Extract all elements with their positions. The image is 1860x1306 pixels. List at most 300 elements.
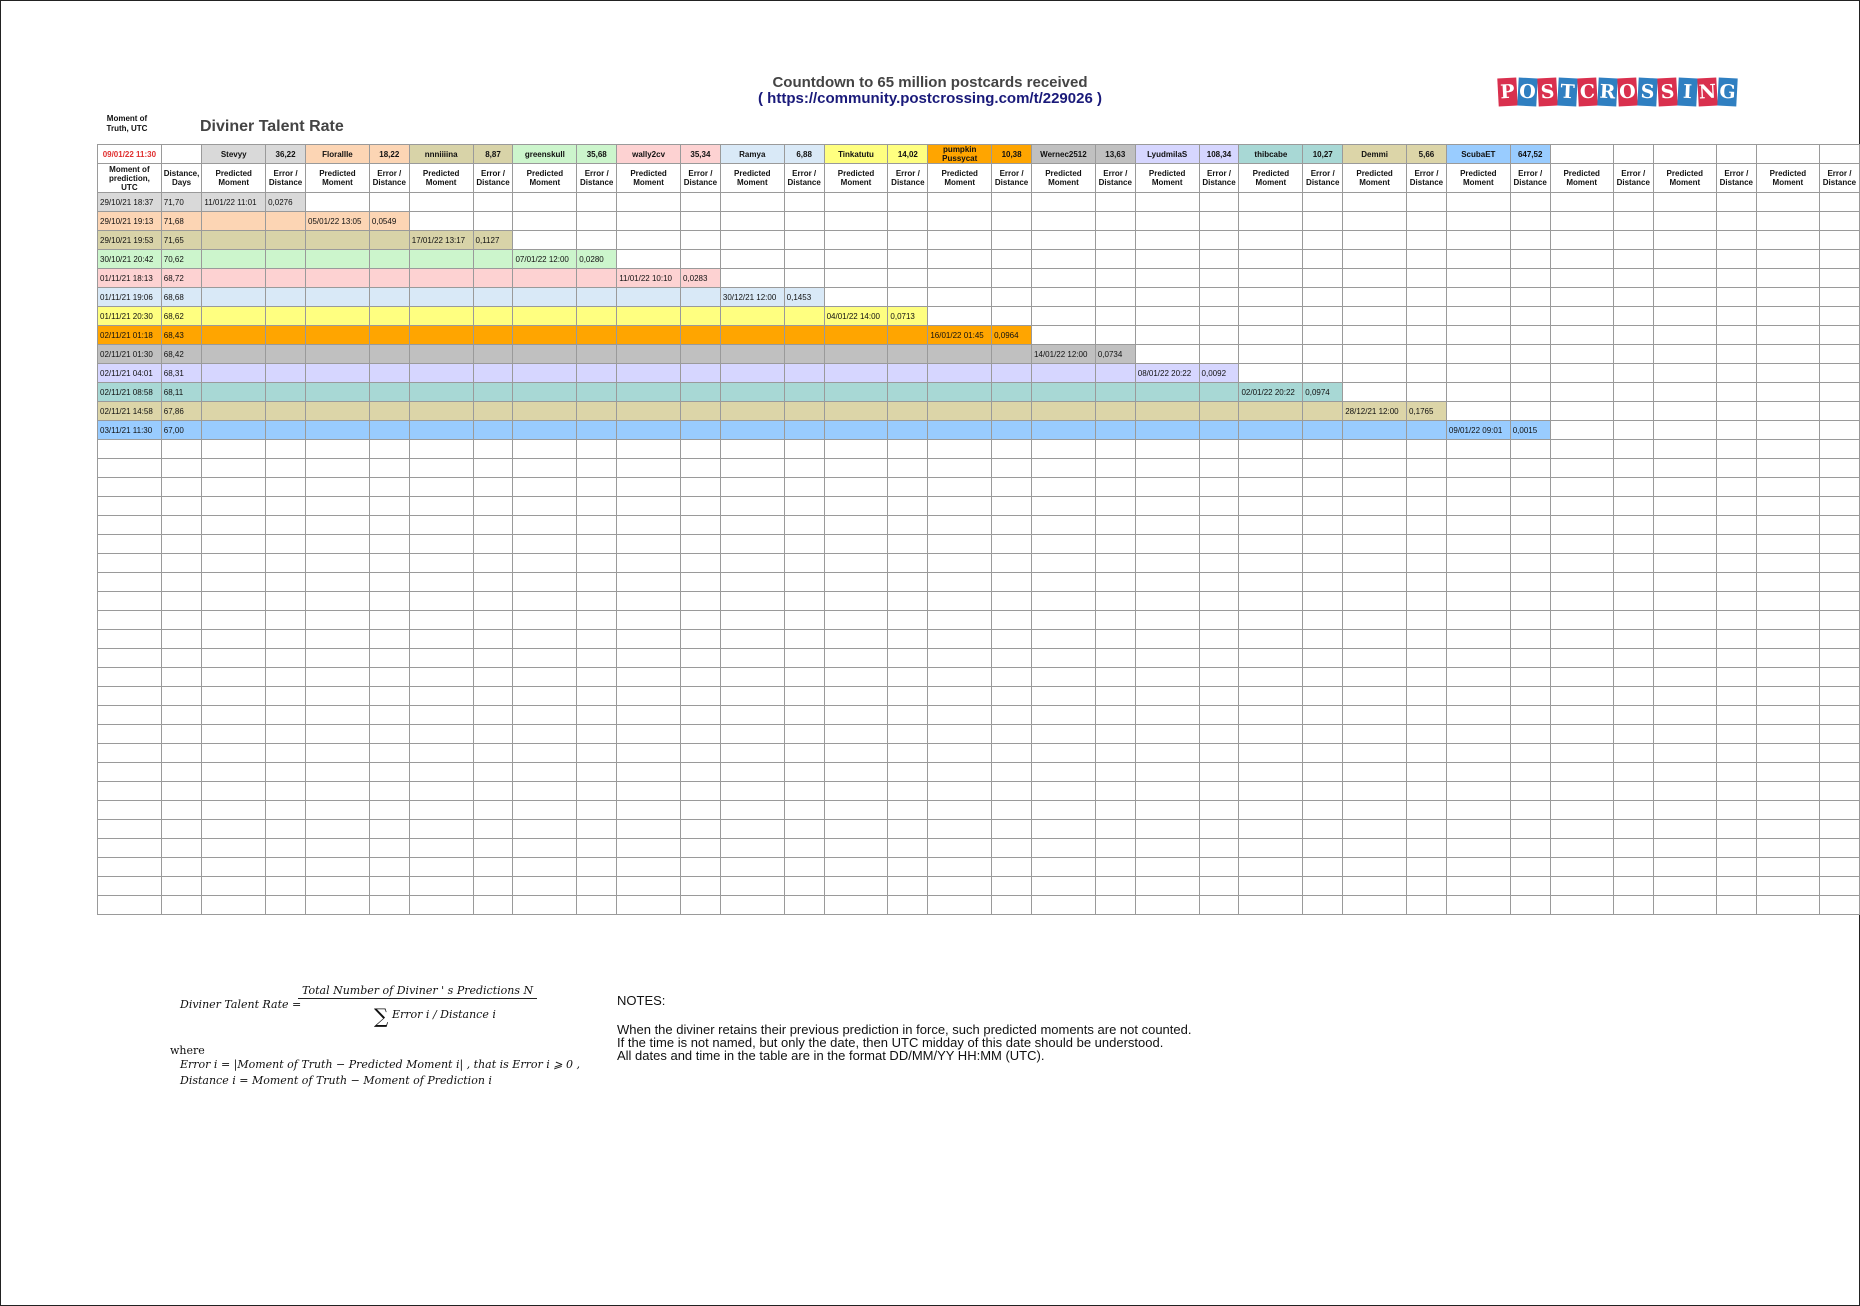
empty-cell [1653,782,1716,801]
predicted-column-label: Predicted Moment [1550,164,1613,193]
empty-cell [680,858,720,877]
empty-cell [202,212,266,231]
empty-cell [1199,820,1239,839]
empty-cell [1239,725,1303,744]
empty-cell [369,345,409,364]
empty-cell [1510,440,1550,459]
empty-cell [1032,801,1096,820]
empty-cell [928,364,992,383]
empty-cell [720,554,784,573]
empty-cell [161,145,202,164]
empty-cell [1239,896,1303,915]
empty-cell [1095,497,1135,516]
empty-cell [1199,611,1239,630]
empty-cell [98,801,162,820]
prediction-distance: 67,86 [161,402,202,421]
empty-cell [1613,858,1653,877]
empty-cell [1135,782,1199,801]
empty-cell [1303,573,1343,592]
empty-cell [1406,440,1446,459]
empty-cell [824,592,888,611]
empty-cell [617,535,681,554]
empty-cell [266,269,306,288]
empty-cell [1550,839,1613,858]
empty-cell [1756,307,1819,326]
empty-cell [513,440,577,459]
empty-cell [473,782,513,801]
empty-cell [928,592,992,611]
table-row [98,212,1860,231]
empty-cell [1095,611,1135,630]
empty-cell [202,820,266,839]
empty-cell [1756,212,1819,231]
empty-cell [617,801,681,820]
note-line: If the time is not named, but only the date, then UTC midday of this date should be understood. [617,1035,1164,1050]
empty-cell [824,288,888,307]
empty-cell [928,402,992,421]
empty-cell [1095,668,1135,687]
empty-cell [1032,573,1096,592]
empty-cell [1032,193,1096,212]
diviner-name: thibcabe [1239,145,1303,164]
empty-cell [617,497,681,516]
empty-cell [306,763,370,782]
empty-cell [1716,744,1756,763]
empty-cell [1239,706,1303,725]
prediction-distance: 68,43 [161,326,202,345]
empty-cell [1653,516,1716,535]
empty-cell [1756,535,1819,554]
empty-cell [1406,611,1446,630]
empty-cell [202,611,266,630]
empty-cell [161,649,202,668]
table-row [98,250,1860,269]
empty-cell [928,288,992,307]
empty-cell [1032,858,1096,877]
empty-cell [992,250,1032,269]
empty-cell [513,782,577,801]
empty-cell [1819,535,1859,554]
empty-cell [617,896,681,915]
empty-cell [306,858,370,877]
formula-numerator: Total Number of Diviner ' s Predictions N [298,984,537,999]
empty-cell [928,839,992,858]
table-row [98,554,1860,573]
empty-cell [680,801,720,820]
empty-cell [1135,478,1199,497]
empty-cell [1613,516,1653,535]
empty-cell [1303,858,1343,877]
empty-cell [1406,516,1446,535]
empty-cell [1406,383,1446,402]
empty-cell [266,668,306,687]
empty-cell [1510,459,1550,478]
empty-cell [161,592,202,611]
empty-cell [1343,801,1407,820]
empty-cell [1199,269,1239,288]
empty-cell [1613,231,1653,250]
empty-cell [409,497,473,516]
empty-cell [824,687,888,706]
empty-cell [1653,611,1716,630]
diviner-rate: 35,34 [680,145,720,164]
empty-cell [1716,592,1756,611]
empty-cell [1303,592,1343,611]
empty-cell [617,687,681,706]
empty-cell [680,744,720,763]
empty-cell [1343,193,1407,212]
prediction-distance: 68,42 [161,345,202,364]
empty-cell [473,421,513,440]
predicted-column-label: Predicted Moment [720,164,784,193]
empty-cell [577,554,617,573]
empty-cell [1819,478,1859,497]
empty-cell [1756,554,1819,573]
empty-cell [1032,839,1096,858]
empty-cell [306,269,370,288]
empty-cell [680,497,720,516]
empty-cell [1239,630,1303,649]
empty-cell [1303,877,1343,896]
logo-letter: R [1597,78,1617,107]
empty-cell [888,193,928,212]
empty-cell [98,497,162,516]
diviner-name: wally2cv [617,145,681,164]
empty-cell [1135,193,1199,212]
empty-cell [1510,364,1550,383]
empty-cell [1446,288,1510,307]
empty-cell [409,801,473,820]
empty-cell [1819,345,1859,364]
empty-cell [577,858,617,877]
predicted-column-label: Predicted Moment [1032,164,1096,193]
empty-cell [1756,478,1819,497]
predicted-moment-cell: 28/12/21 12:00 [1343,402,1407,421]
empty-cell [928,877,992,896]
empty-cell [1653,668,1716,687]
empty-cell [784,326,824,345]
empty-cell [1343,364,1407,383]
empty-cell [306,402,370,421]
empty-cell [98,858,162,877]
empty-cell [1032,687,1096,706]
empty-cell [617,611,681,630]
empty-cell [577,535,617,554]
empty-cell [1819,839,1859,858]
empty-cell [1095,212,1135,231]
empty-cell [1756,839,1819,858]
diviner-rate: 36,22 [266,145,306,164]
empty-cell [202,231,266,250]
empty-cell [1446,554,1510,573]
empty-cell [617,630,681,649]
empty-cell [409,478,473,497]
empty-cell [1406,706,1446,725]
prediction-moment: 02/11/21 01:18 [98,326,162,345]
empty-cell [513,269,577,288]
empty-cell [1343,326,1407,345]
empty-cell [1239,478,1303,497]
empty-cell [1446,858,1510,877]
empty-cell [306,630,370,649]
empty-cell [1653,193,1716,212]
empty-cell [720,820,784,839]
empty-cell [409,535,473,554]
empty-cell [1716,345,1756,364]
empty-cell [928,535,992,554]
empty-cell [1406,839,1446,858]
empty-cell [1199,326,1239,345]
empty-cell [1032,402,1096,421]
empty-cell [1095,554,1135,573]
empty-cell [306,744,370,763]
diviner-name: Ramya [720,145,784,164]
distance-column-label: Distance, Days [161,164,202,193]
empty-cell [1716,630,1756,649]
empty-cell [202,668,266,687]
diviner-name: pumpkin Pussycat [928,145,992,164]
section-title: Diviner Talent Rate [200,118,344,135]
empty-cell [784,744,824,763]
empty-cell [409,516,473,535]
topic-link[interactable]: ( https://community.postcrossing.com/t/229026 ) [758,90,1102,107]
empty-cell [1095,649,1135,668]
empty-cell [992,706,1032,725]
empty-cell [1303,668,1343,687]
empty-cell [202,896,266,915]
empty-cell [202,307,266,326]
error-column-label: Error / Distance [577,164,617,193]
empty-cell [784,497,824,516]
empty-cell [1550,896,1613,915]
sum-symbol-icon: ∑ [374,1004,389,1028]
empty-cell [369,459,409,478]
empty-cell [513,535,577,554]
empty-cell [992,896,1032,915]
empty-cell [680,687,720,706]
empty-cell [1716,611,1756,630]
empty-cell [513,554,577,573]
empty-cell [1135,402,1199,421]
empty-cell [577,307,617,326]
empty-cell [1716,364,1756,383]
empty-cell [1406,535,1446,554]
empty-cell [1756,877,1819,896]
empty-cell [1716,440,1756,459]
empty-cell [1510,231,1550,250]
table-row [98,231,1860,250]
empty-cell [513,725,577,744]
empty-cell [1653,820,1716,839]
empty-cell [473,877,513,896]
empty-cell [369,649,409,668]
empty-cell [1135,288,1199,307]
empty-cell [1653,231,1716,250]
empty-cell [1095,839,1135,858]
empty-cell [1199,592,1239,611]
empty-cell [784,611,824,630]
prediction-distance: 70,62 [161,250,202,269]
empty-cell [1135,744,1199,763]
empty-cell [1135,250,1199,269]
empty-cell [1510,478,1550,497]
empty-cell [409,782,473,801]
predicted-moment-cell: 02/01/22 20:22 [1239,383,1303,402]
empty-cell [161,820,202,839]
prediction-distance: 68,72 [161,269,202,288]
empty-cell [1550,782,1613,801]
empty-cell [928,516,992,535]
empty-cell [1406,364,1446,383]
empty-cell [720,497,784,516]
empty-cell [1239,250,1303,269]
empty-cell [1613,497,1653,516]
empty-cell [473,307,513,326]
empty-cell [1135,307,1199,326]
error-column-label: Error / Distance [1613,164,1653,193]
empty-cell [680,326,720,345]
empty-cell [306,231,370,250]
empty-cell [1446,687,1510,706]
empty-cell [369,687,409,706]
empty-cell [577,573,617,592]
empty-cell [513,421,577,440]
empty-cell [1303,497,1343,516]
empty-cell [1653,459,1716,478]
empty-cell [1303,345,1343,364]
empty-cell [1653,364,1716,383]
predicted-moment-cell: 09/01/22 09:01 [1446,421,1510,440]
empty-cell [1095,782,1135,801]
predicted-column-label: Predicted Moment [928,164,992,193]
empty-cell [1756,231,1819,250]
empty-cell [1095,725,1135,744]
empty-cell [369,402,409,421]
empty-cell [409,421,473,440]
empty-cell [202,763,266,782]
empty-cell [1303,744,1343,763]
empty-cell [369,782,409,801]
empty-cell [1343,630,1407,649]
empty-cell [577,801,617,820]
empty-cell [1135,858,1199,877]
empty-cell [824,896,888,915]
predicted-moment-cell: 11/01/22 10:10 [617,269,681,288]
empty-cell [1510,535,1550,554]
empty-cell [617,193,681,212]
empty-cell [98,744,162,763]
empty-cell [577,383,617,402]
empty-cell [617,440,681,459]
diviner-name: Tinkatutu [824,145,888,164]
table-row [98,516,1860,535]
empty-cell [1032,288,1096,307]
empty-cell [888,877,928,896]
empty-cell [1239,744,1303,763]
empty-cell [369,668,409,687]
empty-cell [369,611,409,630]
empty-cell [617,820,681,839]
empty-cell [202,554,266,573]
empty-cell [1032,782,1096,801]
empty-cell [161,554,202,573]
empty-cell [161,687,202,706]
empty-cell [1406,288,1446,307]
empty-cell [1199,649,1239,668]
empty-cell [1653,478,1716,497]
empty-cell [409,573,473,592]
empty-cell [1406,326,1446,345]
empty-cell [266,383,306,402]
empty-cell [1510,725,1550,744]
empty-cell [1303,402,1343,421]
empty-cell [98,573,162,592]
empty-cell [1446,592,1510,611]
empty-cell [992,402,1032,421]
empty-cell [266,896,306,915]
diviner-rate: 108,34 [1199,145,1239,164]
formula [170,984,598,1094]
empty-cell [1239,820,1303,839]
empty-cell [513,649,577,668]
empty-cell [369,877,409,896]
empty-cell [1095,820,1135,839]
empty-cell [784,687,824,706]
empty-cell [161,440,202,459]
empty-cell [1653,288,1716,307]
empty-cell [513,364,577,383]
prediction-moment: 02/11/21 08:58 [98,383,162,402]
empty-cell [1653,706,1716,725]
empty-cell [1613,668,1653,687]
empty-cell [1032,459,1096,478]
empty-cell [1032,649,1096,668]
empty-cell [202,877,266,896]
empty-cell [202,383,266,402]
empty-cell [306,478,370,497]
empty-cell [473,744,513,763]
empty-cell [1135,801,1199,820]
empty-cell [720,383,784,402]
empty-cell [784,782,824,801]
empty-cell [306,193,370,212]
empty-cell [617,877,681,896]
empty-cell [409,763,473,782]
prediction-moment: 03/11/21 11:30 [98,421,162,440]
logo-letter: O [1517,78,1537,107]
empty-cell [784,516,824,535]
empty-cell [1032,744,1096,763]
empty-cell [1446,706,1510,725]
prediction-distance: 71,68 [161,212,202,231]
empty-cell [1199,687,1239,706]
empty-cell [202,364,266,383]
empty-cell [680,649,720,668]
empty-cell [266,744,306,763]
empty-cell [1303,516,1343,535]
empty-cell [513,345,577,364]
empty-cell [1819,193,1859,212]
empty-cell [928,193,992,212]
empty-cell [473,706,513,725]
diviner-name [1550,145,1613,164]
empty-cell [513,497,577,516]
empty-cell [98,459,162,478]
empty-cell [1819,858,1859,877]
empty-cell [1653,345,1716,364]
empty-cell [1613,839,1653,858]
empty-cell [1199,345,1239,364]
